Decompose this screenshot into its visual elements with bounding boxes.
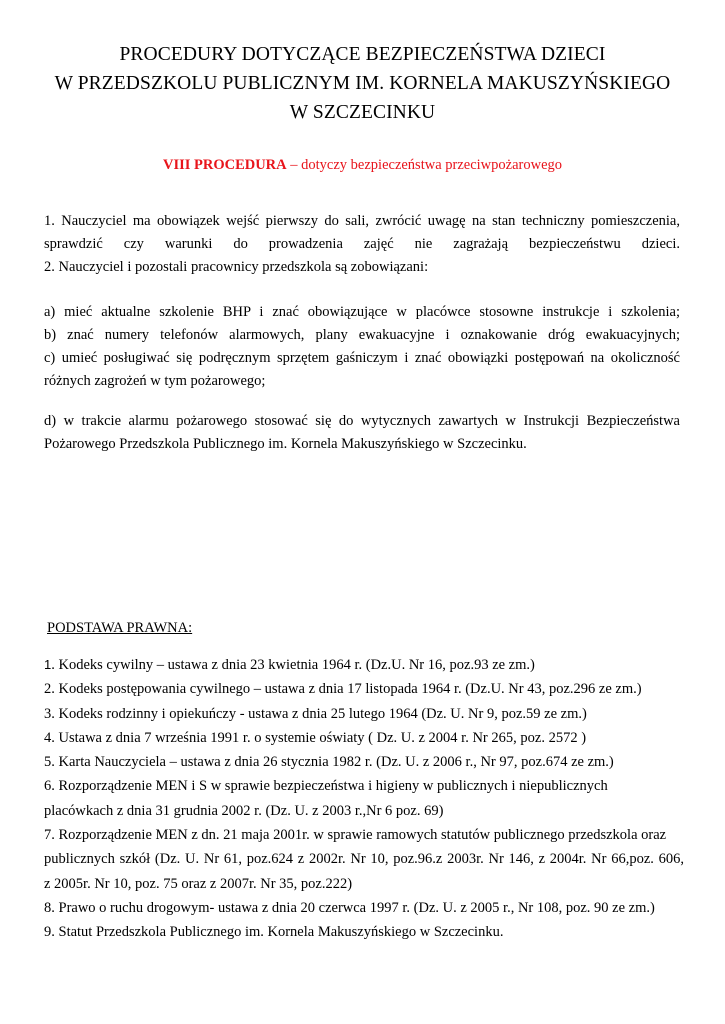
point-1-line-1: 1. Nauczyciel ma obowiązek wejść pierwszy do sali, zwrócić uwagę na stan techniczny pomieszczenia,	[44, 213, 680, 229]
legal-item-7-line-1: 7. Rozporządzenie MEN z dn. 21 maja 2001r. w sprawie ramowych statutów publicznego przedszkola oraz	[44, 827, 667, 844]
title-line-1: PROCEDURY DOTYCZĄCE BEZPIECZEŃSTWA DZIECI	[119, 44, 606, 65]
legal-item-5: 5. Karta Nauczyciela – ustawa z dnia 26 stycznia 1982 r. (Dz. U. z 2006 r., Nr 97, poz.674 ze zm.)	[44, 754, 614, 771]
legal-item-9: 9. Statut Przedszkola Publicznego im. Kornela Makuszyńskiego w Szczecinku.	[44, 924, 504, 941]
legal-item-1-text: . Kodeks cywilny – ustawa z dnia 23 kwietnia 1964 r. (Dz.U. Nr 16, poz.93 ze zm.)	[51, 657, 535, 673]
point-d-line-1: d) w trakcie alarmu pożarowego stosować się do wytycznych zawartych w Instrukcji Bezpieczeństwa	[44, 413, 680, 429]
procedure-body-3	[44, 410, 680, 456]
legal-basis-list	[44, 653, 684, 945]
legal-item-4: 4. Ustawa z dnia 7 września 1991 r. o systemie oświaty ( Dz. U. z 2004 r. Nr 265, poz. 2572 )	[44, 729, 587, 746]
legal-item-7-line-3: z 2005r. Nr 10, poz. 75 oraz z 2007r. Nr 35, poz.222)	[44, 875, 353, 892]
legal-item-8: 8. Prawo o ruchu drogowym- ustawa z dnia 20 czerwca 1997 r. (Dz. U. z 2005 r., Nr 108, poz. 90 ze zm.)	[44, 899, 655, 916]
legal-item-6-line-2: placówkach z dnia 31 grudnia 2002 r. (Dz. U. z 2003 r.,Nr 6 poz. 69)	[44, 802, 444, 819]
procedure-description: – dotyczy bezpieczeństwa przeciwpożarowego	[286, 157, 563, 173]
point-a: a) mieć aktualne szkolenie BHP i znać obowiązujące w placówce stosowne instrukcje i szkolenia;	[44, 304, 680, 320]
legal-item-6-line-1: 6. Rozporządzenie MEN i S w sprawie bezpieczeństwa i higieny w publicznych i niepublicznych	[44, 778, 608, 795]
title-line-3: W SZCZECINKU	[289, 102, 436, 123]
document-title	[40, 40, 685, 127]
procedure-body-1	[44, 210, 680, 279]
point-d-line-2: Pożarowego Przedszkola Publicznego im. Kornela Makuszyńskiego w Szczecinku.	[44, 436, 527, 452]
point-1-line-2: sprawdzić czy warunki do prowadzenia zajęć nie zagrażają bezpieczeństwu dzieci.	[44, 236, 680, 252]
procedure-label: VIII PROCEDURA	[162, 157, 287, 173]
legal-item-2: 2. Kodeks postępowania cywilnego – ustawa z dnia 17 listopada 1964 r. (Dz.U. Nr 43, poz.296 ze zm.)	[44, 681, 642, 698]
legal-item-3: 3. Kodeks rodzinny i opiekuńczy - ustawa z dnia 25 lutego 1964 (Dz. U. Nr 9, poz.59 ze zm.)	[44, 705, 587, 722]
point-c-line-1: c) umieć posługiwać się podręcznym sprzętem gaśniczym i znać obowiązki postępowań na okoliczność	[44, 350, 680, 366]
procedure-heading	[40, 155, 685, 175]
legal-basis-heading: PODSTAWA PRAWNA:	[47, 620, 193, 636]
legal-item-7-line-2: publicznych szkół (Dz. U. Nr 61, poz.624 z 2002r. Nr 10, poz.96.z 2003r. Nr 146, z 2004r. Nr 66,poz. 606,	[44, 851, 684, 868]
point-b: b) znać numery telefonów alarmowych, plany ewakuacyjne i oznakowanie dróg ewakuacyjnych;	[44, 327, 680, 343]
legal-item-1-number: 1	[44, 657, 52, 672]
point-2: 2. Nauczyciel i pozostali pracownicy przedszkola są zobowiązani:	[44, 259, 429, 275]
point-c-line-2: różnych zagrożeń w tym pożarowego;	[44, 373, 266, 389]
legal-item-1	[44, 653, 684, 677]
procedure-body-2	[44, 301, 680, 393]
title-line-2: W PRZEDSZKOLU PUBLICZNYM IM. KORNELA MAKUSZYŃSKIEGO	[54, 73, 671, 94]
